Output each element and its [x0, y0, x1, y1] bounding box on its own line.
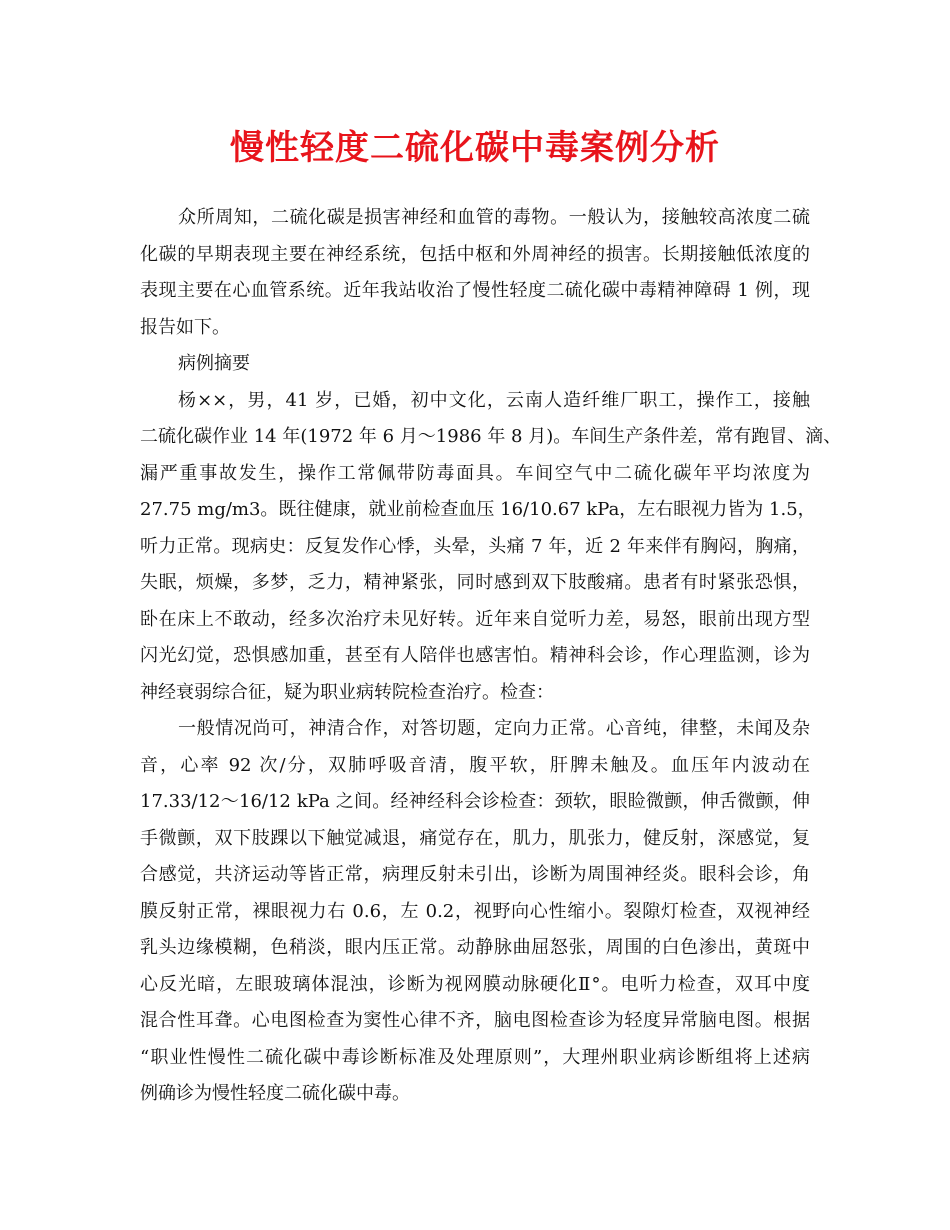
- text-line: 杨××，男，41 岁，已婚，初中文化，云南人造纤维厂职工，操作工，接触: [178, 389, 810, 411]
- text-line: 报告如下。: [140, 316, 230, 338]
- text-line: 神经衰弱综合征，疑为职业病转院检查治疗。检查：: [140, 681, 554, 703]
- paragraph: [140, 711, 810, 1113]
- text-line: 失眠，烦燥，多梦，乏力，精神紧张，同时感到双下肢酸痛。患者有时紧张恐惧，: [140, 572, 810, 593]
- document-title: 慢性轻度二硫化碳中毒案例分析: [230, 128, 720, 168]
- text-line: 表现主要在心血管系统。近年我站收治了慢性轻度二硫化碳中毒精神障碍 1 例，现: [140, 280, 810, 301]
- text-line: 闪光幻觉，恐惧感加重，甚至有人陪伴也感害怕。精神科会诊，作心理监测，诊为: [140, 645, 810, 666]
- text-line: 心反光暗，左眼玻璃体混浊，诊断为视网膜动脉硬化Ⅱ°。电听力检查，双耳中度: [140, 973, 810, 995]
- document-body: [140, 200, 842, 1113]
- text-line: 混合性耳聋。心电图检查为窦性心律不齐，脑电图检查诊为轻度异常脑电图。根据: [140, 1010, 810, 1031]
- text-line: 音，心率 92 次/分，双肺呼吸音清，腹平软，肝脾未触及。血压年内波动在: [140, 754, 810, 776]
- paragraph: [140, 346, 810, 383]
- text-line: 例确诊为慢性轻度二硫化碳中毒。: [140, 1083, 410, 1104]
- text-line: 众所周知，二硫化碳是损害神经和血管的毒物。一般认为，接触较高浓度二硫: [178, 207, 810, 228]
- text-line: 卧在床上不敢动，经多次治疗未见好转。近年来自觉听力差，易怒，眼前出现方型: [140, 608, 810, 630]
- text-line: 手微颤，双下肢踝以下触觉减退，痛觉存在，肌力，肌张力，健反射，深感觉，复: [140, 827, 810, 849]
- text-line: 听力正常。现病史：反复发作心悸，头晕，头痛 7 年，近 2 年来伴有胸闷，胸痛，: [140, 535, 810, 557]
- text-line: 一般情况尚可，神清合作，对答切题，定向力正常。心音纯，律整，未闻及杂: [178, 718, 810, 739]
- text-line: 27.75 mg/m3。既往健康，就业前检查血压 16/10.67 kPa，左右眼视力皆为 1.5，: [140, 499, 816, 520]
- paragraph: [140, 383, 842, 712]
- text-line: “职业性慢性二硫化碳中毒诊断标准及处理原则”，大理州职业病诊断组将上述病: [140, 1046, 810, 1068]
- text-line: 乳头边缘模糊，色稍淡，眼内压正常。动静脉曲屈怒张，周围的白色渗出，黄斑中: [140, 937, 810, 958]
- text-line: 二硫化碳作业 14 年(1972 年 6 月～1986 年 8 月)。车间生产条件差，常有跑冒、滴、: [140, 426, 842, 447]
- text-line: 化碳的早期表现主要在神经系统，包括中枢和外周神经的损害。长期接触低浓度的: [140, 243, 810, 265]
- text-line: 病例摘要: [178, 353, 250, 374]
- text-line: 合感觉，共济运动等皆正常，病理反射未引出，诊断为周围神经炎。眼科会诊，角: [140, 864, 810, 885]
- text-line: 漏严重事故发生，操作工常佩带防毒面具。车间空气中二硫化碳年平均浓度为: [140, 462, 810, 484]
- paragraph: [140, 200, 810, 346]
- text-line: 17.33/12～16/12 kPa 之间。经神经科会诊检查：颈软，眼睑微颤，伸舌微颤，伸: [140, 791, 810, 812]
- text-line: 膜反射正常，裸眼视力右 0.6，左 0.2，视野向心性缩小。裂隙灯检查，双视神经: [140, 900, 810, 922]
